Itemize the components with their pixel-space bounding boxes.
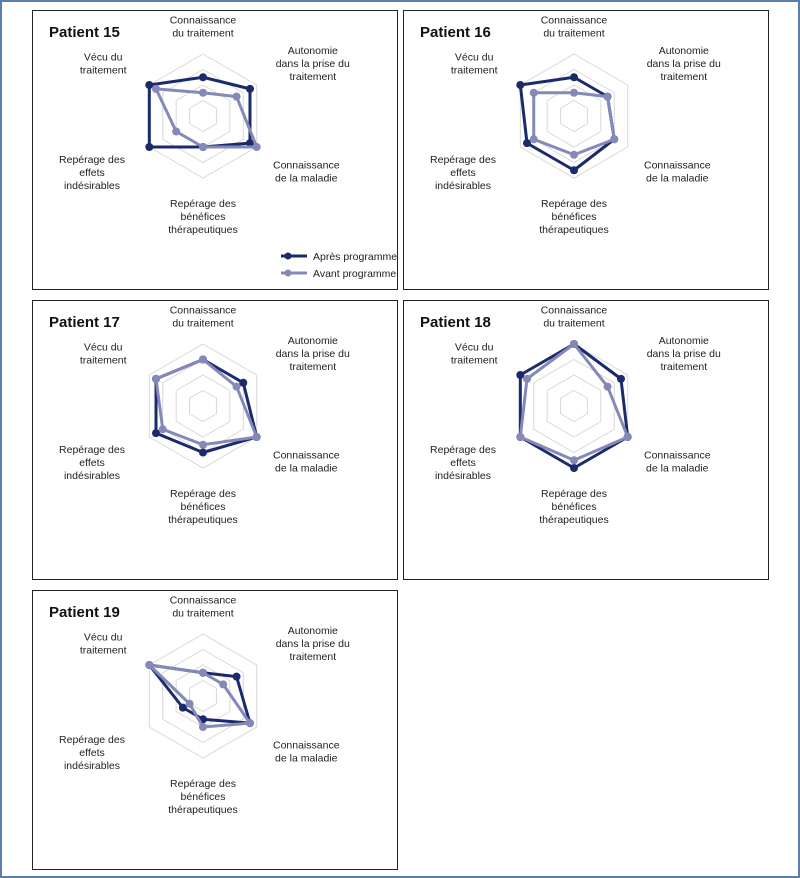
grid-ring-4 [149,634,256,758]
series-line-apres [520,344,627,468]
axis-label-3: Repérage des bénéfices thérapeutiques [168,198,238,236]
axis-label-0: Connaissance du traitement [169,304,237,330]
data-point-avant-2 [246,719,254,727]
chart-title: Patient 18 [420,314,491,331]
data-point-avant-1 [233,93,241,101]
axis-label-0: Connaissance du traitement [169,14,237,40]
data-point-apres-4 [152,429,160,437]
data-point-avant-0 [199,356,207,364]
axis-label-4: Repérage des effets indésirables [430,154,496,192]
radar-chart [33,11,397,289]
series-line-avant [520,344,627,460]
grid-ring-1 [190,391,217,422]
grid-ring-1 [561,101,588,132]
axis-label-4: Repérage des effets indésirables [59,154,125,192]
chart-title: Patient 16 [420,24,491,41]
legend-swatch-marker [285,270,292,277]
data-point-apres-5 [516,371,524,379]
data-point-avant-5 [530,89,538,97]
radar-panel-patient-19 [32,590,398,870]
data-point-apres-3 [570,464,578,472]
data-point-avant-0 [199,89,207,97]
data-point-apres-4 [179,704,187,712]
axis-label-3: Repérage des bénéfices thérapeutiques [539,198,609,236]
data-point-avant-5 [145,661,153,669]
axis-label-1: Autonomie dans la prise du traitement [275,45,350,83]
data-point-avant-3 [570,456,578,464]
grid-ring-1 [190,101,217,132]
axis-label-5: Vécu du traitement [79,51,127,77]
data-point-avant-0 [570,340,578,348]
radar-panel-patient-18 [403,300,769,580]
series-line-avant [156,360,257,445]
data-point-avant-1 [233,383,241,391]
radar-panel-patient-15 [32,10,398,290]
data-point-avant-2 [253,143,261,151]
axis-label-2: Connaissance de la maladie [643,159,711,185]
data-point-avant-4 [159,425,167,433]
data-point-avant-3 [570,151,578,159]
chart-title: Patient 15 [49,24,120,41]
data-point-apres-1 [233,673,241,681]
axis-label-0: Connaissance du traitement [169,594,237,620]
series-line-avant [156,89,257,147]
axis-label-4: Repérage des effets indésirables [59,444,125,482]
grid-ring-1 [190,681,217,712]
grid-ring-1 [561,391,588,422]
axis-label-3: Repérage des bénéfices thérapeutiques [168,488,238,526]
axis-label-1: Autonomie dans la prise du traitement [646,45,721,83]
grid-ring-2 [176,375,230,437]
axis-label-0: Connaissance du traitement [540,304,608,330]
data-point-avant-1 [219,680,227,688]
data-point-avant-4 [530,135,538,143]
radar-chart [33,591,397,869]
axis-label-0: Connaissance du traitement [540,14,608,40]
data-point-apres-4 [523,139,531,147]
series-line-avant [534,93,615,155]
axis-label-2: Connaissance de la maladie [643,449,711,475]
grid-ring-3 [163,360,244,453]
data-point-avant-5 [152,85,160,93]
grid-ring-3 [534,360,615,453]
data-point-avant-0 [199,669,207,677]
axis-label-5: Vécu du traitement [79,341,127,367]
data-point-avant-2 [253,433,261,441]
data-point-avant-4 [516,433,524,441]
series-apres [145,73,254,151]
axis-label-3: Repérage des bénéfices thérapeutiques [168,778,238,816]
data-point-avant-3 [199,441,207,449]
radar-grid [520,344,627,468]
radar-grid [149,54,256,178]
data-point-avant-2 [624,433,632,441]
axis-label-4: Repérage des effets indésirables [59,734,125,772]
axis-label-4: Repérage des effets indésirables [430,444,496,482]
axis-label-3: Repérage des bénéfices thérapeutiques [539,488,609,526]
data-point-avant-3 [199,143,207,151]
data-point-apres-5 [516,81,524,89]
series-avant [152,85,261,151]
legend-swatch-marker [285,253,292,260]
axis-label-1: Autonomie dans la prise du traitement [646,335,721,373]
radar-chart [33,301,397,579]
radar-grid [149,634,256,758]
data-point-apres-5 [145,81,153,89]
legend [281,251,397,280]
axis-label-2: Connaissance de la maladie [272,449,340,475]
grid-ring-4 [520,344,627,468]
chart-title: Patient 19 [49,604,120,621]
data-point-avant-0 [570,89,578,97]
series-avant [145,661,254,731]
data-point-avant-5 [152,375,160,383]
grid-ring-2 [547,375,601,437]
data-point-avant-1 [604,383,612,391]
data-point-avant-1 [604,93,612,101]
legend-label: Avant programme [313,268,397,280]
data-point-apres-3 [570,166,578,174]
radar-chart [404,301,768,579]
data-point-apres-1 [246,85,254,93]
data-point-avant-4 [186,700,194,708]
axis-label-2: Connaissance de la maladie [272,159,340,185]
axis-label-5: Vécu du traitement [450,341,498,367]
data-point-apres-0 [570,73,578,81]
data-point-apres-0 [199,73,207,81]
chart-title: Patient 17 [49,314,120,331]
data-point-apres-1 [617,375,625,383]
radar-panel-patient-16 [403,10,769,290]
radar-chart [404,11,768,289]
axis-label-1: Autonomie dans la prise du traitement [275,625,350,663]
data-point-avant-4 [172,128,180,136]
axis-label-2: Connaissance de la maladie [272,739,340,765]
data-point-avant-2 [610,135,618,143]
axis-label-1: Autonomie dans la prise du traitement [275,335,350,373]
data-point-apres-3 [199,449,207,457]
legend-label: Après programme [313,251,397,263]
data-point-avant-3 [199,723,207,731]
axis-label-5: Vécu du traitement [79,631,127,657]
radar-panel-patient-17 [32,300,398,580]
data-point-apres-1 [239,379,247,387]
data-point-avant-5 [523,375,531,383]
data-point-apres-4 [145,143,153,151]
grid-ring-4 [149,54,256,178]
axis-label-5: Vécu du traitement [450,51,498,77]
